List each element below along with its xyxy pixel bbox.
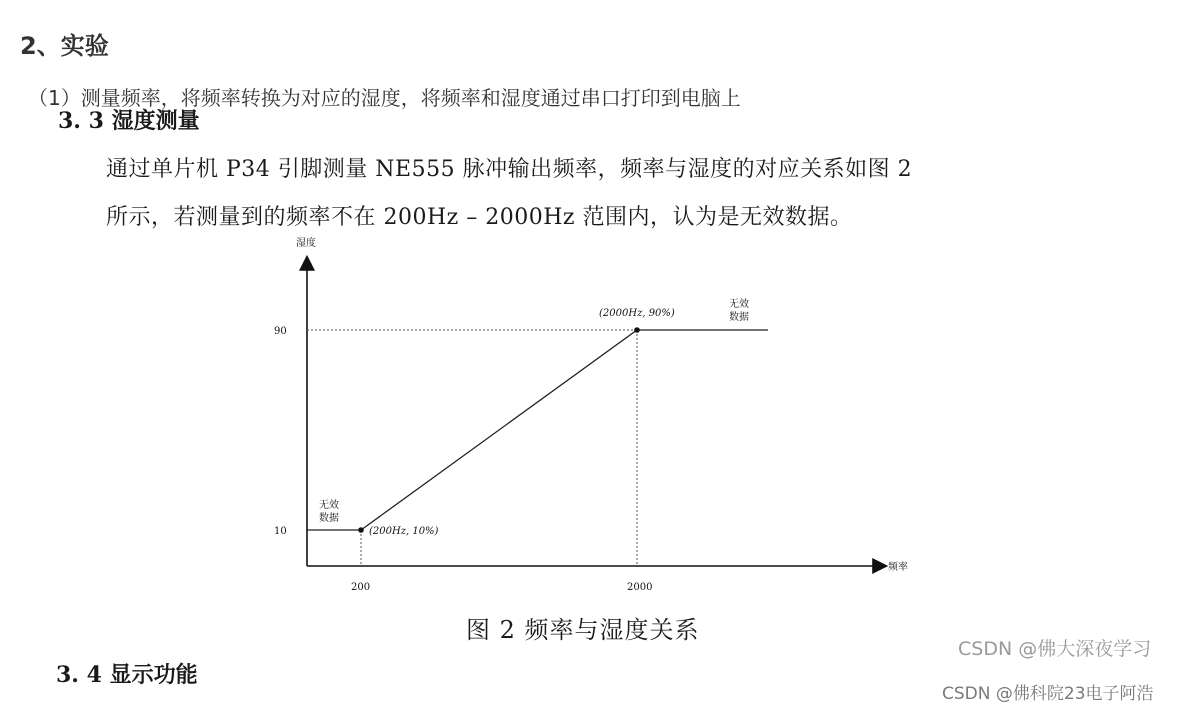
humidity-line: [307, 330, 768, 530]
y-tick-label: 10: [274, 526, 287, 537]
scan-section-title: 3. 3 湿度测量: [58, 108, 200, 134]
point-label: (2000Hz, 90%): [599, 308, 675, 319]
chart-svg: [260, 240, 920, 636]
x-tick-label: 2000: [627, 582, 653, 593]
watermark-outer: CSDN @佛科院23电子阿浩: [942, 684, 1154, 704]
experiment-description: （1）测量频率，将频率转换为对应的湿度，将频率和湿度通过串口打印到电脑上: [28, 86, 741, 110]
frequency-humidity-chart: [260, 240, 920, 636]
section-heading: 2、实验: [20, 32, 109, 60]
y-axis-label: 湿度: [296, 238, 316, 249]
invalid-data-note: 无效: [319, 500, 339, 511]
invalid-data-note: 数据: [319, 513, 339, 524]
watermark-inner: CSDN @佛大深夜学习: [958, 638, 1152, 660]
data-point: [634, 327, 640, 333]
data-point: [358, 527, 364, 533]
scan-text-line-2: 所示，若测量到的频率不在 200Hz – 2000Hz 范围内，认为是无效数据。: [106, 205, 853, 230]
invalid-data-note: 数据: [729, 312, 749, 323]
point-label: (200Hz, 10%): [369, 526, 439, 537]
x-tick-label: 200: [351, 582, 371, 593]
y-tick-label: 90: [274, 326, 287, 337]
invalid-data-note: 无效: [729, 299, 749, 310]
embedded-scan-image: [50, 108, 1180, 688]
scan-text-line-1: 通过单片机 P34 引脚测量 NE555 脉冲输出频率，频率与湿度的对应关系如图 2: [106, 157, 913, 182]
scan-next-heading: 3. 4 显示功能: [56, 662, 198, 688]
x-axis-label: 频率: [888, 562, 908, 573]
figure-caption: 图 2 频率与湿度关系: [466, 616, 700, 644]
